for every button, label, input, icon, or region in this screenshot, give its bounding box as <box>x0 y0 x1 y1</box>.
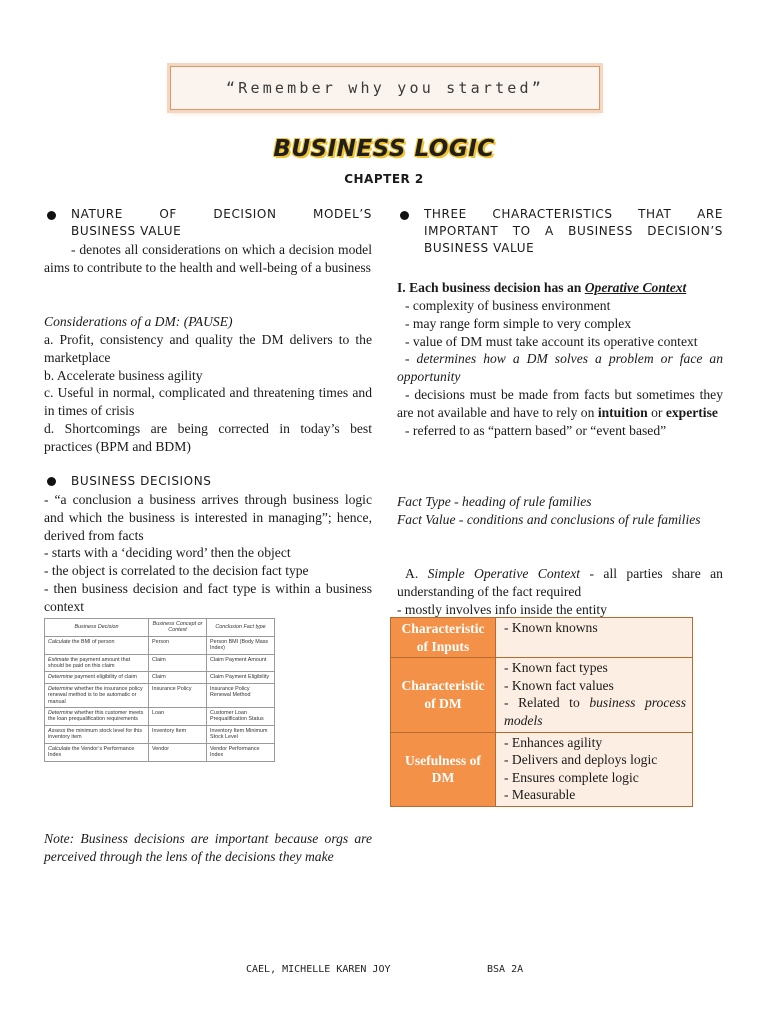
fact-definitions <box>397 493 723 529</box>
bullet-icon <box>47 477 56 486</box>
section-operative-context <box>397 279 686 297</box>
table-cell: Claim Payment Eligibility <box>207 672 275 683</box>
fact-value-definition: Fact Value - conditions and conclusions of rule families <box>397 511 701 527</box>
decision-verb: Assess <box>48 727 66 734</box>
table-cell: - Known knowns <box>496 618 693 658</box>
decision-verb: Estimate <box>48 656 69 663</box>
decision-point: - “a conclusion a business arrives through business logic and which the business is interested in managing”; hence, derived from facts <box>44 492 372 543</box>
table-row <box>391 732 693 806</box>
decision-point: - starts with a ‘deciding word’ then the object <box>44 545 291 561</box>
table-cell: Claim <box>149 672 207 683</box>
consideration-item: b. Accelerate business agility <box>44 367 203 383</box>
table-cell: Person BMI (Body Mass Index) <box>207 636 275 654</box>
title-logo: BUSINESS LOGIC <box>273 136 495 162</box>
table-cell: Claim Payment Amount <box>207 654 275 672</box>
table-header: Conclusion Fact type <box>207 619 275 637</box>
decision-text: the Vendor’s Performance Index <box>48 745 135 759</box>
nature-heading-line2: BUSINESS VALUE <box>71 224 182 238</box>
row-header: Characteristic of Inputs <box>391 618 496 658</box>
three-characteristics-line2: IMPORTANT TO A BUSINESS DECISION’S <box>424 224 723 238</box>
simple-operative-context: A. Simple Operative Context - all parties share an understanding of the fact required <box>397 566 723 599</box>
nature-heading-line1: NATURE OF DECISION MODEL’S <box>71 207 372 221</box>
consideration-item: d. Shortcomings are being corrected in today’s best practices (BPM and BDM) <box>44 420 372 454</box>
table-row <box>391 658 693 732</box>
section-emphasis: Operative Context <box>584 280 687 295</box>
table-cell: Inventory Item Minimum Stock Level <box>207 725 275 743</box>
table-row <box>45 636 275 654</box>
fact-type-definition: Fact Type - heading of rule families <box>397 494 592 509</box>
decision-verb: Determine <box>48 685 73 692</box>
three-characteristics-line3: BUSINESS VALUE <box>424 241 535 255</box>
table-cell: Person <box>149 636 207 654</box>
table-cell: Insurance Policy <box>149 683 207 707</box>
decision-text: the BMI of person <box>70 638 115 645</box>
table-cell: Loan <box>149 708 207 726</box>
decision-text: whether this customer meets the loan prequalification requirements <box>48 710 144 723</box>
context-item: - value of DM must take account its operative context <box>405 333 698 349</box>
business-decisions-heading: BUSINESS DECISIONS <box>71 474 212 488</box>
consideration-item: a. Profit, consistency and quality the DM delivers to the marketplace <box>44 332 372 365</box>
considerations-list <box>44 331 372 456</box>
table-header: Business Decision <box>45 619 149 637</box>
bullet-icon <box>400 211 409 220</box>
table-cell: - Enhances agility - Delivers and deploys logic - Ensures complete logic - Measurable <box>496 732 693 806</box>
decision-point: - the object is correlated to the decision fact type <box>44 563 309 579</box>
decision-text: the minimum stock level for this inventory item <box>48 727 143 741</box>
decision-verb: Calculate <box>48 638 71 645</box>
decision-text: payment eligibility of claim <box>72 674 137 681</box>
considerations-title: Considerations of a DM: (PAUSE) <box>44 314 233 329</box>
three-characteristics-line1: THREE CHARACTERISTICS THAT ARE <box>424 207 723 221</box>
decision-verb: Determine <box>48 674 73 681</box>
consideration-item: c. Useful in normal, complicated and threatening times and in times of crisis <box>44 385 372 419</box>
bullet-icon <box>47 211 56 220</box>
context-item: - referred to as “pattern based” or “event based” <box>405 422 667 438</box>
table-cell: - Known fact types - Known fact values - Related to business process models <box>496 658 693 732</box>
decision-text: whether the insurance policy renewal method is to be automatic or manual <box>48 685 143 705</box>
chapter-heading: CHAPTER 2 <box>344 172 424 186</box>
quote-banner <box>170 66 600 110</box>
table-cell: Claim <box>149 654 207 672</box>
section-prefix: I. Each business decision has an <box>397 280 585 295</box>
decision-text: the payment amount that should be paid on this claim <box>48 656 131 670</box>
footer-section: BSA 2A <box>487 964 524 975</box>
table-cell: Insurance Policy Renewal Method <box>207 683 275 707</box>
characteristics-table <box>390 617 693 807</box>
table-row <box>391 618 693 658</box>
decision-point: - then business decision and fact type is within a business context <box>44 580 372 614</box>
table-cell: Vendor Performance Index <box>207 743 275 761</box>
context-item: - may range form simple to very complex <box>405 315 632 331</box>
footer-author: CAEL, MICHELLE KAREN JOY <box>246 964 391 975</box>
nature-definition: - denotes all considerations on which a decision model aims to contribute to the health and well-being of a business <box>44 242 372 275</box>
decision-examples-table <box>44 618 275 762</box>
table-cell: Inventory Item <box>149 725 207 743</box>
context-item: - complexity of business environment <box>405 298 611 313</box>
table-header: Business Concept or Context <box>149 619 207 637</box>
note-text: Note: Business decisions are important because orgs are perceived through the lens of the decisions they make <box>44 831 372 864</box>
table-row <box>45 743 275 761</box>
mostly-info-text: - mostly involves info inside the entity <box>397 602 607 617</box>
context-item-facts: - decisions must be made from facts but sometimes they are not available and have to rely on intuition or expertise <box>397 386 723 420</box>
table-cell: Vendor <box>149 743 207 761</box>
table-header-row <box>45 619 275 637</box>
quote-text: “Remember why you started” <box>226 79 544 97</box>
decision-verb: Calculate <box>48 745 71 752</box>
row-header: Usefulness of DM <box>391 732 496 806</box>
table-row <box>45 683 275 707</box>
table-cell: Customer Loan Prequalification Status <box>207 708 275 726</box>
table-row <box>45 708 275 726</box>
table-row <box>45 654 275 672</box>
table-row <box>45 725 275 743</box>
business-decisions-list <box>44 491 372 616</box>
operative-context-list <box>397 297 723 439</box>
context-item-italic: - determines how a DM solves a problem or face an opportunity <box>397 351 723 385</box>
row-header: Characteristic of DM <box>391 658 496 732</box>
decision-verb: Determine <box>48 710 73 717</box>
table-row <box>45 672 275 683</box>
